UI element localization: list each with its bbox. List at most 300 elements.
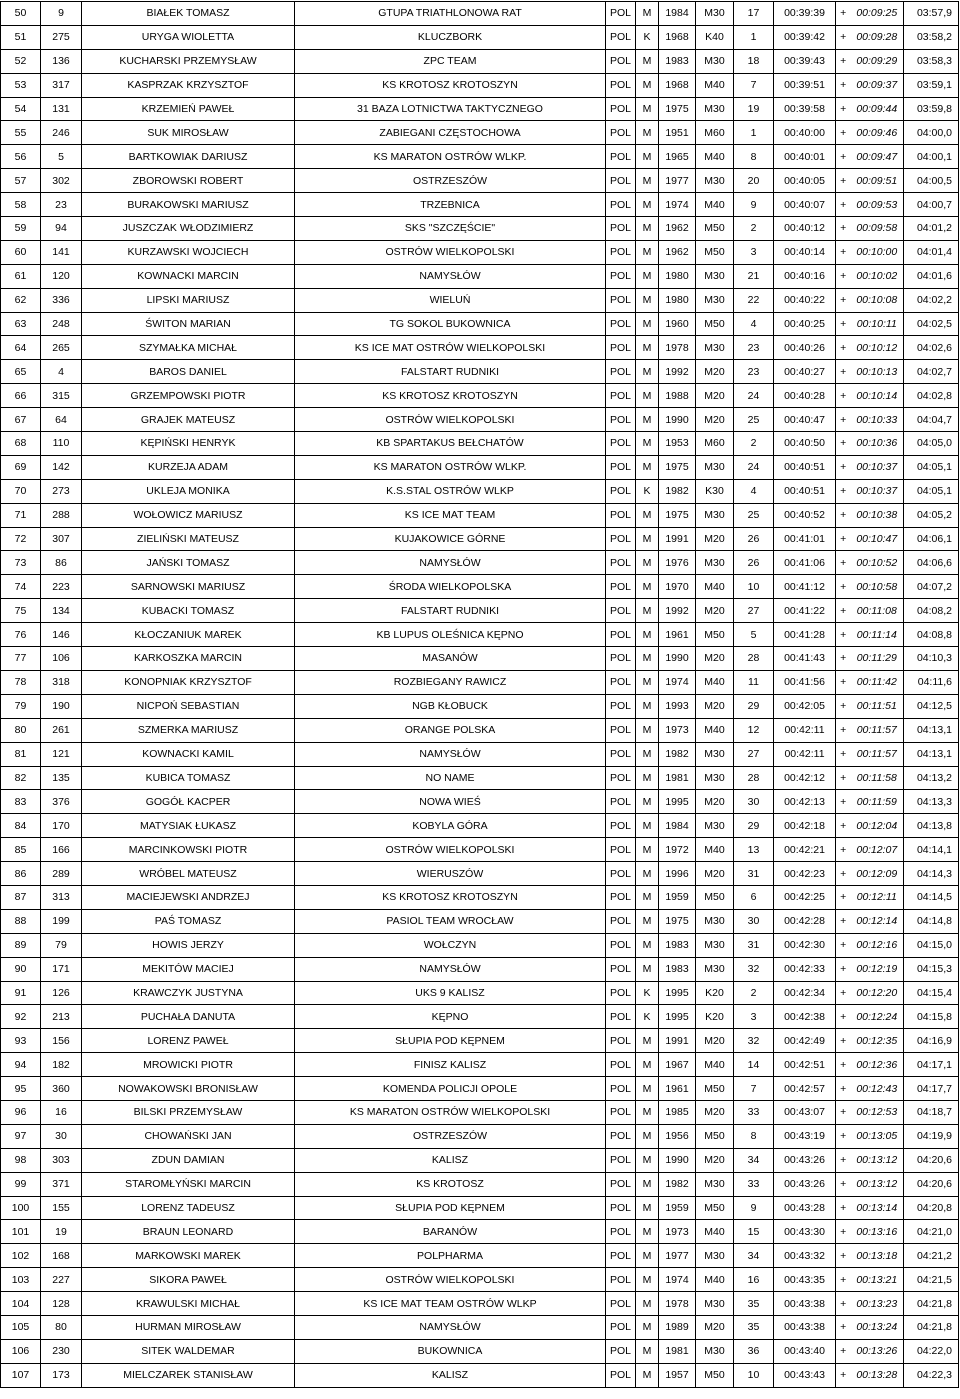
cell-country: POL [606,1100,636,1124]
cell-place: 50 [1,2,41,26]
cell-club: UKS 9 KALISZ [295,981,606,1005]
cell-sex: M [636,885,659,909]
cell-time: 00:39:39 [774,2,836,26]
cell-place: 65 [1,360,41,384]
cell-time: 00:42:28 [774,909,836,933]
cell-name: SITEK WALDEMAR [82,1339,295,1363]
cell-birth-year: 1956 [659,1124,696,1148]
cell-club: NAMYSŁÓW [295,551,606,575]
cell-plus: + [836,670,851,694]
cell-sex: M [636,718,659,742]
cell-place: 98 [1,1148,41,1172]
table-row [1,670,959,694]
cell-bib: 315 [41,384,82,408]
cell-sex: M [636,360,659,384]
table-row [1,647,959,671]
cell-sex: M [636,766,659,790]
cell-gap: 00:11:14 [851,623,904,647]
cell-place: 107 [1,1363,41,1387]
cell-country: POL [606,25,636,49]
cell-birth-year: 1992 [659,360,696,384]
cell-country: POL [606,408,636,432]
cell-sex: M [636,1339,659,1363]
cell-country: POL [606,264,636,288]
cell-country: POL [606,1053,636,1077]
cell-club: WOŁCZYN [295,933,606,957]
cell-sex: M [636,790,659,814]
table-row [1,1339,959,1363]
cell-category-place: 10 [734,575,774,599]
cell-gap: 00:09:25 [851,2,904,26]
cell-plus: + [836,121,851,145]
cell-plus: + [836,1363,851,1387]
cell-place: 56 [1,145,41,169]
cell-gap: 00:09:58 [851,217,904,241]
cell-gap: 00:11:58 [851,766,904,790]
cell-time: 00:43:40 [774,1339,836,1363]
cell-place: 57 [1,169,41,193]
cell-sex: M [636,527,659,551]
cell-gap: 00:10:47 [851,527,904,551]
cell-gap: 00:10:36 [851,432,904,456]
cell-bib: 120 [41,264,82,288]
cell-pace: 04:21,5 [904,1268,959,1292]
table-row [1,1172,959,1196]
cell-place: 72 [1,527,41,551]
cell-category-place: 24 [734,455,774,479]
cell-category: M30 [696,814,734,838]
cell-pace: 04:10,3 [904,647,959,671]
table-row [1,575,959,599]
cell-sex: M [636,1244,659,1268]
cell-sex: M [636,97,659,121]
cell-sex: M [636,312,659,336]
cell-sex: M [636,432,659,456]
cell-name: BRAUN LEONARD [82,1220,295,1244]
cell-category: K40 [696,25,734,49]
cell-name: PAŚ TOMASZ [82,909,295,933]
cell-name: WRÓBEL MATEUSZ [82,862,295,886]
cell-birth-year: 1965 [659,145,696,169]
cell-category: M50 [696,623,734,647]
cell-pace: 04:00,0 [904,121,959,145]
cell-plus: + [836,336,851,360]
cell-gap: 00:11:59 [851,790,904,814]
cell-birth-year: 1982 [659,742,696,766]
cell-category-place: 8 [734,145,774,169]
cell-birth-year: 1978 [659,1292,696,1316]
cell-place: 81 [1,742,41,766]
table-row [1,503,959,527]
cell-category-place: 29 [734,814,774,838]
cell-time: 00:41:56 [774,670,836,694]
table-row [1,217,959,241]
cell-name: KUBACKI TOMASZ [82,599,295,623]
cell-category-place: 32 [734,957,774,981]
cell-sex: M [636,862,659,886]
cell-plus: + [836,838,851,862]
cell-birth-year: 1993 [659,694,696,718]
cell-plus: + [836,742,851,766]
cell-place: 59 [1,217,41,241]
cell-bib: 227 [41,1268,82,1292]
cell-club: KS ICE MAT TEAM OSTRÓW WLKP [295,1292,606,1316]
cell-name: SIKORA PAWEŁ [82,1268,295,1292]
cell-pace: 03:59,8 [904,97,959,121]
cell-plus: + [836,527,851,551]
cell-country: POL [606,1029,636,1053]
cell-pace: 04:02,8 [904,384,959,408]
cell-sex: M [636,647,659,671]
cell-bib: 303 [41,1148,82,1172]
table-row [1,312,959,336]
cell-category: M40 [696,718,734,742]
table-row [1,193,959,217]
cell-name: ŚWITON MARIAN [82,312,295,336]
cell-plus: + [836,169,851,193]
cell-place: 103 [1,1268,41,1292]
cell-time: 00:40:28 [774,384,836,408]
cell-country: POL [606,240,636,264]
cell-club: KB SPARTAKUS BEŁCHATÓW [295,432,606,456]
cell-category-place: 35 [734,1292,774,1316]
cell-pace: 04:13,2 [904,766,959,790]
cell-sex: M [636,694,659,718]
cell-birth-year: 1990 [659,1148,696,1172]
table-row [1,551,959,575]
cell-plus: + [836,360,851,384]
table-row [1,1148,959,1172]
cell-category: K20 [696,1005,734,1029]
cell-category-place: 7 [734,1077,774,1101]
cell-country: POL [606,1124,636,1148]
cell-pace: 04:14,8 [904,909,959,933]
cell-category-place: 2 [734,432,774,456]
cell-category: M20 [696,360,734,384]
cell-category: M20 [696,790,734,814]
cell-place: 79 [1,694,41,718]
cell-sex: M [636,240,659,264]
cell-plus: + [836,1172,851,1196]
cell-time: 00:40:47 [774,408,836,432]
cell-gap: 00:11:57 [851,742,904,766]
cell-club: WIELUŃ [295,288,606,312]
cell-category: M50 [696,1077,734,1101]
cell-category-place: 31 [734,933,774,957]
cell-name: ZDUN DAMIAN [82,1148,295,1172]
cell-sex: M [636,1172,659,1196]
cell-country: POL [606,1315,636,1339]
cell-gap: 00:12:09 [851,862,904,886]
cell-place: 94 [1,1053,41,1077]
cell-category-place: 6 [734,885,774,909]
cell-bib: 136 [41,49,82,73]
cell-sex: M [636,670,659,694]
cell-name: HOWIS JERZY [82,933,295,957]
cell-club: KLUCZBORK [295,25,606,49]
cell-place: 89 [1,933,41,957]
cell-club: OSTRÓW WIELKOPOLSKI [295,1268,606,1292]
cell-sex: M [636,1292,659,1316]
cell-pace: 04:13,1 [904,742,959,766]
cell-category: M20 [696,1100,734,1124]
cell-category: M50 [696,217,734,241]
cell-plus: + [836,1339,851,1363]
cell-gap: 00:11:57 [851,718,904,742]
cell-club: OSTRÓW WIELKOPOLSKI [295,838,606,862]
cell-bib: 16 [41,1100,82,1124]
cell-country: POL [606,360,636,384]
cell-birth-year: 1974 [659,670,696,694]
cell-time: 00:40:05 [774,169,836,193]
table-row [1,742,959,766]
cell-pace: 04:15,0 [904,933,959,957]
cell-country: POL [606,1077,636,1101]
cell-sex: M [636,933,659,957]
cell-club: KS KROTOSZ KROTOSZYN [295,73,606,97]
cell-country: POL [606,432,636,456]
cell-bib: 155 [41,1196,82,1220]
cell-plus: + [836,885,851,909]
cell-time: 00:40:12 [774,217,836,241]
cell-category: M40 [696,670,734,694]
cell-category: M20 [696,599,734,623]
cell-place: 55 [1,121,41,145]
cell-name: GOGÓŁ KACPER [82,790,295,814]
cell-plus: + [836,1148,851,1172]
cell-club: KALISZ [295,1148,606,1172]
cell-time: 00:39:58 [774,97,836,121]
cell-pace: 04:21,8 [904,1292,959,1316]
cell-club: NO NAME [295,766,606,790]
table-row [1,169,959,193]
cell-birth-year: 1962 [659,240,696,264]
cell-sex: M [636,1268,659,1292]
cell-place: 61 [1,264,41,288]
cell-name: BIAŁEK TOMASZ [82,2,295,26]
cell-country: POL [606,1172,636,1196]
cell-plus: + [836,933,851,957]
table-row [1,599,959,623]
cell-name: JUSZCZAK WŁODZIMIERZ [82,217,295,241]
cell-place: 69 [1,455,41,479]
cell-birth-year: 1962 [659,217,696,241]
cell-plus: + [836,217,851,241]
cell-category: M30 [696,2,734,26]
cell-country: POL [606,2,636,26]
cell-name: MEKITÓW MACIEJ [82,957,295,981]
cell-plus: + [836,1268,851,1292]
cell-name: SZMERKA MARIUSZ [82,718,295,742]
cell-bib: 213 [41,1005,82,1029]
cell-pace: 04:01,4 [904,240,959,264]
cell-category: M30 [696,97,734,121]
cell-sex: M [636,599,659,623]
cell-category-place: 23 [734,336,774,360]
cell-sex: M [636,217,659,241]
cell-club: KUJAKOWICE GÓRNE [295,527,606,551]
cell-sex: M [636,264,659,288]
cell-club: WIERUSZÓW [295,862,606,886]
cell-time: 00:40:00 [774,121,836,145]
cell-category: M30 [696,933,734,957]
cell-birth-year: 1995 [659,790,696,814]
cell-plus: + [836,2,851,26]
cell-birth-year: 1974 [659,193,696,217]
cell-club: KĘPNO [295,1005,606,1029]
cell-name: KUCHARSKI PRZEMYSŁAW [82,49,295,73]
cell-bib: 131 [41,97,82,121]
cell-plus: + [836,145,851,169]
cell-place: 101 [1,1220,41,1244]
cell-club: NGB KŁOBUCK [295,694,606,718]
cell-time: 00:43:26 [774,1148,836,1172]
cell-name: WOŁOWICZ MARIUSZ [82,503,295,527]
cell-country: POL [606,981,636,1005]
cell-birth-year: 1975 [659,909,696,933]
cell-time: 00:40:14 [774,240,836,264]
cell-country: POL [606,838,636,862]
table-row [1,957,959,981]
table-row [1,432,959,456]
cell-time: 00:41:06 [774,551,836,575]
cell-place: 84 [1,814,41,838]
cell-country: POL [606,551,636,575]
cell-bib: 171 [41,957,82,981]
table-row [1,479,959,503]
cell-pace: 04:17,7 [904,1077,959,1101]
cell-category-place: 7 [734,73,774,97]
cell-category-place: 14 [734,1053,774,1077]
cell-category: M50 [696,1196,734,1220]
cell-pace: 03:57,9 [904,2,959,26]
cell-name: HURMAN MIROSŁAW [82,1315,295,1339]
cell-place: 58 [1,193,41,217]
cell-time: 00:41:01 [774,527,836,551]
cell-pace: 03:59,1 [904,73,959,97]
cell-plus: + [836,1077,851,1101]
cell-club: KS MARATON OSTRÓW WLKP. [295,455,606,479]
cell-category: M50 [696,885,734,909]
cell-country: POL [606,957,636,981]
cell-pace: 04:02,6 [904,336,959,360]
cell-sex: M [636,623,659,647]
cell-name: PUCHAŁA DANUTA [82,1005,295,1029]
cell-plus: + [836,455,851,479]
cell-gap: 00:10:12 [851,336,904,360]
cell-category-place: 27 [734,742,774,766]
cell-bib: 141 [41,240,82,264]
cell-name: KRAWULSKI MICHAŁ [82,1292,295,1316]
cell-name: STAROMŁYŃSKI MARCIN [82,1172,295,1196]
cell-name: LORENZ TADEUSZ [82,1196,295,1220]
cell-category-place: 4 [734,479,774,503]
cell-pace: 04:02,5 [904,312,959,336]
table-row [1,623,959,647]
results-body [1,2,959,1388]
cell-country: POL [606,288,636,312]
cell-name: SZYMAŁKA MICHAŁ [82,336,295,360]
cell-gap: 00:12:16 [851,933,904,957]
cell-country: POL [606,623,636,647]
cell-birth-year: 1980 [659,288,696,312]
cell-gap: 00:10:02 [851,264,904,288]
cell-time: 00:42:11 [774,742,836,766]
cell-country: POL [606,527,636,551]
cell-category-place: 18 [734,49,774,73]
cell-place: 71 [1,503,41,527]
cell-plus: + [836,193,851,217]
cell-place: 82 [1,766,41,790]
cell-category: M40 [696,1220,734,1244]
cell-country: POL [606,1244,636,1268]
cell-place: 106 [1,1339,41,1363]
table-row [1,909,959,933]
table-row [1,527,959,551]
cell-plus: + [836,814,851,838]
cell-time: 00:42:23 [774,862,836,886]
cell-category: M40 [696,1053,734,1077]
cell-plus: + [836,1315,851,1339]
cell-gap: 00:12:36 [851,1053,904,1077]
cell-time: 00:42:18 [774,814,836,838]
table-row [1,49,959,73]
cell-birth-year: 1961 [659,623,696,647]
cell-time: 00:43:43 [774,1363,836,1387]
cell-name: LORENZ PAWEŁ [82,1029,295,1053]
cell-pace: 04:15,4 [904,981,959,1005]
cell-time: 00:40:22 [774,288,836,312]
cell-time: 00:42:21 [774,838,836,862]
cell-category: M20 [696,1029,734,1053]
cell-birth-year: 1983 [659,49,696,73]
cell-bib: 121 [41,742,82,766]
cell-time: 00:40:26 [774,336,836,360]
cell-country: POL [606,312,636,336]
cell-name: KŁOCZANIUK MAREK [82,623,295,647]
cell-plus: + [836,97,851,121]
cell-sex: K [636,479,659,503]
cell-category: M30 [696,264,734,288]
cell-bib: 30 [41,1124,82,1148]
cell-name: ZBOROWSKI ROBERT [82,169,295,193]
cell-gap: 00:11:08 [851,599,904,623]
cell-pace: 04:02,7 [904,360,959,384]
cell-name: KOWNACKI MARCIN [82,264,295,288]
cell-club: KOMENDA POLICJI OPOLE [295,1077,606,1101]
cell-birth-year: 1995 [659,1005,696,1029]
table-row [1,885,959,909]
cell-gap: 00:10:58 [851,575,904,599]
cell-plus: + [836,288,851,312]
cell-pace: 04:18,7 [904,1100,959,1124]
cell-time: 00:41:28 [774,623,836,647]
cell-place: 75 [1,599,41,623]
cell-birth-year: 1985 [659,1100,696,1124]
cell-time: 00:42:33 [774,957,836,981]
cell-bib: 110 [41,432,82,456]
cell-country: POL [606,1220,636,1244]
cell-gap: 00:12:35 [851,1029,904,1053]
table-row [1,1363,959,1387]
cell-category: M50 [696,1124,734,1148]
cell-plus: + [836,408,851,432]
cell-plus: + [836,718,851,742]
cell-place: 60 [1,240,41,264]
cell-time: 00:40:01 [774,145,836,169]
cell-category-place: 28 [734,766,774,790]
cell-pace: 04:20,8 [904,1196,959,1220]
